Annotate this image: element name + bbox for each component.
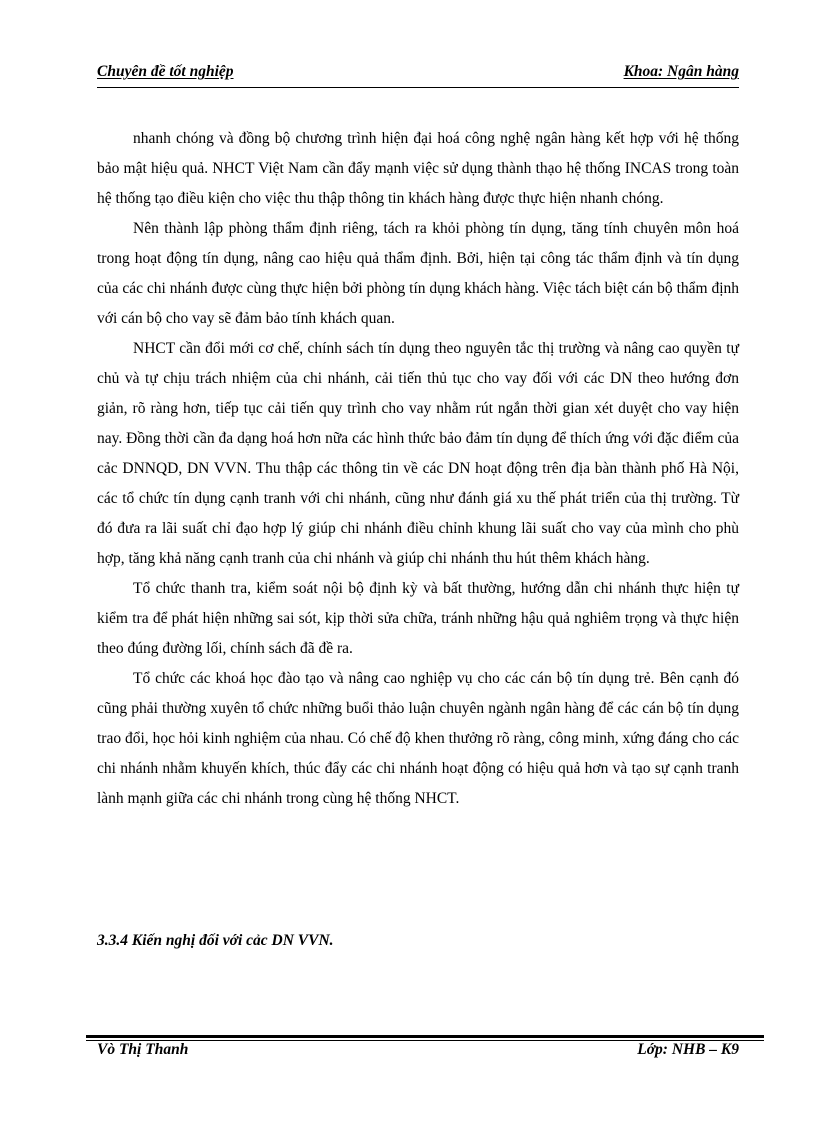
page-header xyxy=(97,63,739,85)
paragraph: NHCT cần đổi mới cơ chế, chính sách tín dụng theo nguyên tắc thị trường và nâng cao quyền tự chủ và tự chịu trách nhiệm của chi nhánh, cải tiến thủ tục cho vay đối với các DN theo hướng đơn giản, rõ ràng hơn, tiếp tục cải tiến quy trình cho vay nhằm rút ngắn thời gian xét duyệt cho vay hiện nay. Đồng thời cần đa dạng hoá hơn nữa các hình thức bảo đảm tín dụng để thích ứng với đặc điểm của cảc DNNQD, DN VVN. Thu thập các thông tin về các DN hoạt động trên địa bàn thành phố Hà Nội, các tổ chức tín dụng cạnh tranh với chi nhánh, cũng như đánh giá xu thế phát triển của thị trường. Từ đó đưa ra lãi suất chỉ đạo hợp lý giúp chi nhánh điều chỉnh khung lãi suất cho vay của mình cho phù hợp, tăng khả năng cạnh tranh của chi nhánh và giúp chi nhánh thu hút thêm khách hàng. xyxy=(97,340,739,567)
page-footer xyxy=(97,1041,739,1063)
header-document-type: Chuyên đề tốt nghiệp xyxy=(97,63,234,80)
paragraph: nhanh chóng và đồng bộ chương trình hiện đại hoá công nghệ ngân hàng kết hợp với hệ thống bảo mật hiệu quả. NHCT Việt Nam cần đẩy mạnh việc sử dụng thành thạo hệ thống INCAS trong toàn hệ thống tạo điều kiện cho việc thu thập thông tin khách hàng được thực hiện nhanh chóng. xyxy=(97,130,739,207)
footer-author: Vò Thị Thanh xyxy=(97,1041,189,1058)
section-heading: 3.3.4 Kiến nghị đối với cảc DN VVN. xyxy=(97,932,334,949)
footer-divider-thick xyxy=(86,1035,764,1038)
header-faculty: Khoa: Ngân hàng xyxy=(623,63,739,80)
paragraph: Tổ chức thanh tra, kiểm soát nội bộ định kỳ và bất thường, hướng dẫn chi nhánh thực hiện tự kiểm tra để phát hiện những sai sót, kịp thời sửa chữa, tránh những hậu quả nghiêm trọng và thực hiện theo đúng đường lối, chính sách đã đề ra. xyxy=(97,580,739,657)
footer-class: Lớp: NHB – K9 xyxy=(637,1041,739,1058)
header-divider xyxy=(97,87,739,88)
paragraph: Tổ chức các khoá học đào tạo và nâng cao nghiệp vụ cho các cán bộ tín dụng trẻ. Bên cạnh đó cũng phải thường xuyên tổ chức những buổi thảo luận chuyên ngành ngân hàng để các cán bộ tín dụng trao đổi, học hỏi kinh nghiệm của nhau. Có chế độ khen thưởng rõ ràng, công minh, xứng đáng cho các chi nhánh nhằm khuyến khích, thúc đẩy các chi nhánh hoạt động có hiệu quả hơn và tạo sự cạnh tranh lành mạnh giữa các chi nhánh trong cùng hệ thống NHCT. xyxy=(97,670,739,807)
body-text xyxy=(97,124,739,814)
paragraph: Nên thành lập phòng thẩm định riêng, tách ra khỏi phòng tín dụng, tăng tính chuyên môn hoá trong hoạt động tín dụng, nâng cao hiệu quả thẩm định. Bởi, hiện tại công tác thẩm định và tín dụng của các chi nhánh được cùng thực hiện bởi phòng tín dụng khách hàng. Việc tách biệt cán bộ thẩm định với cán bộ cho vay sẽ đảm bảo tính khách quan. xyxy=(97,220,739,327)
